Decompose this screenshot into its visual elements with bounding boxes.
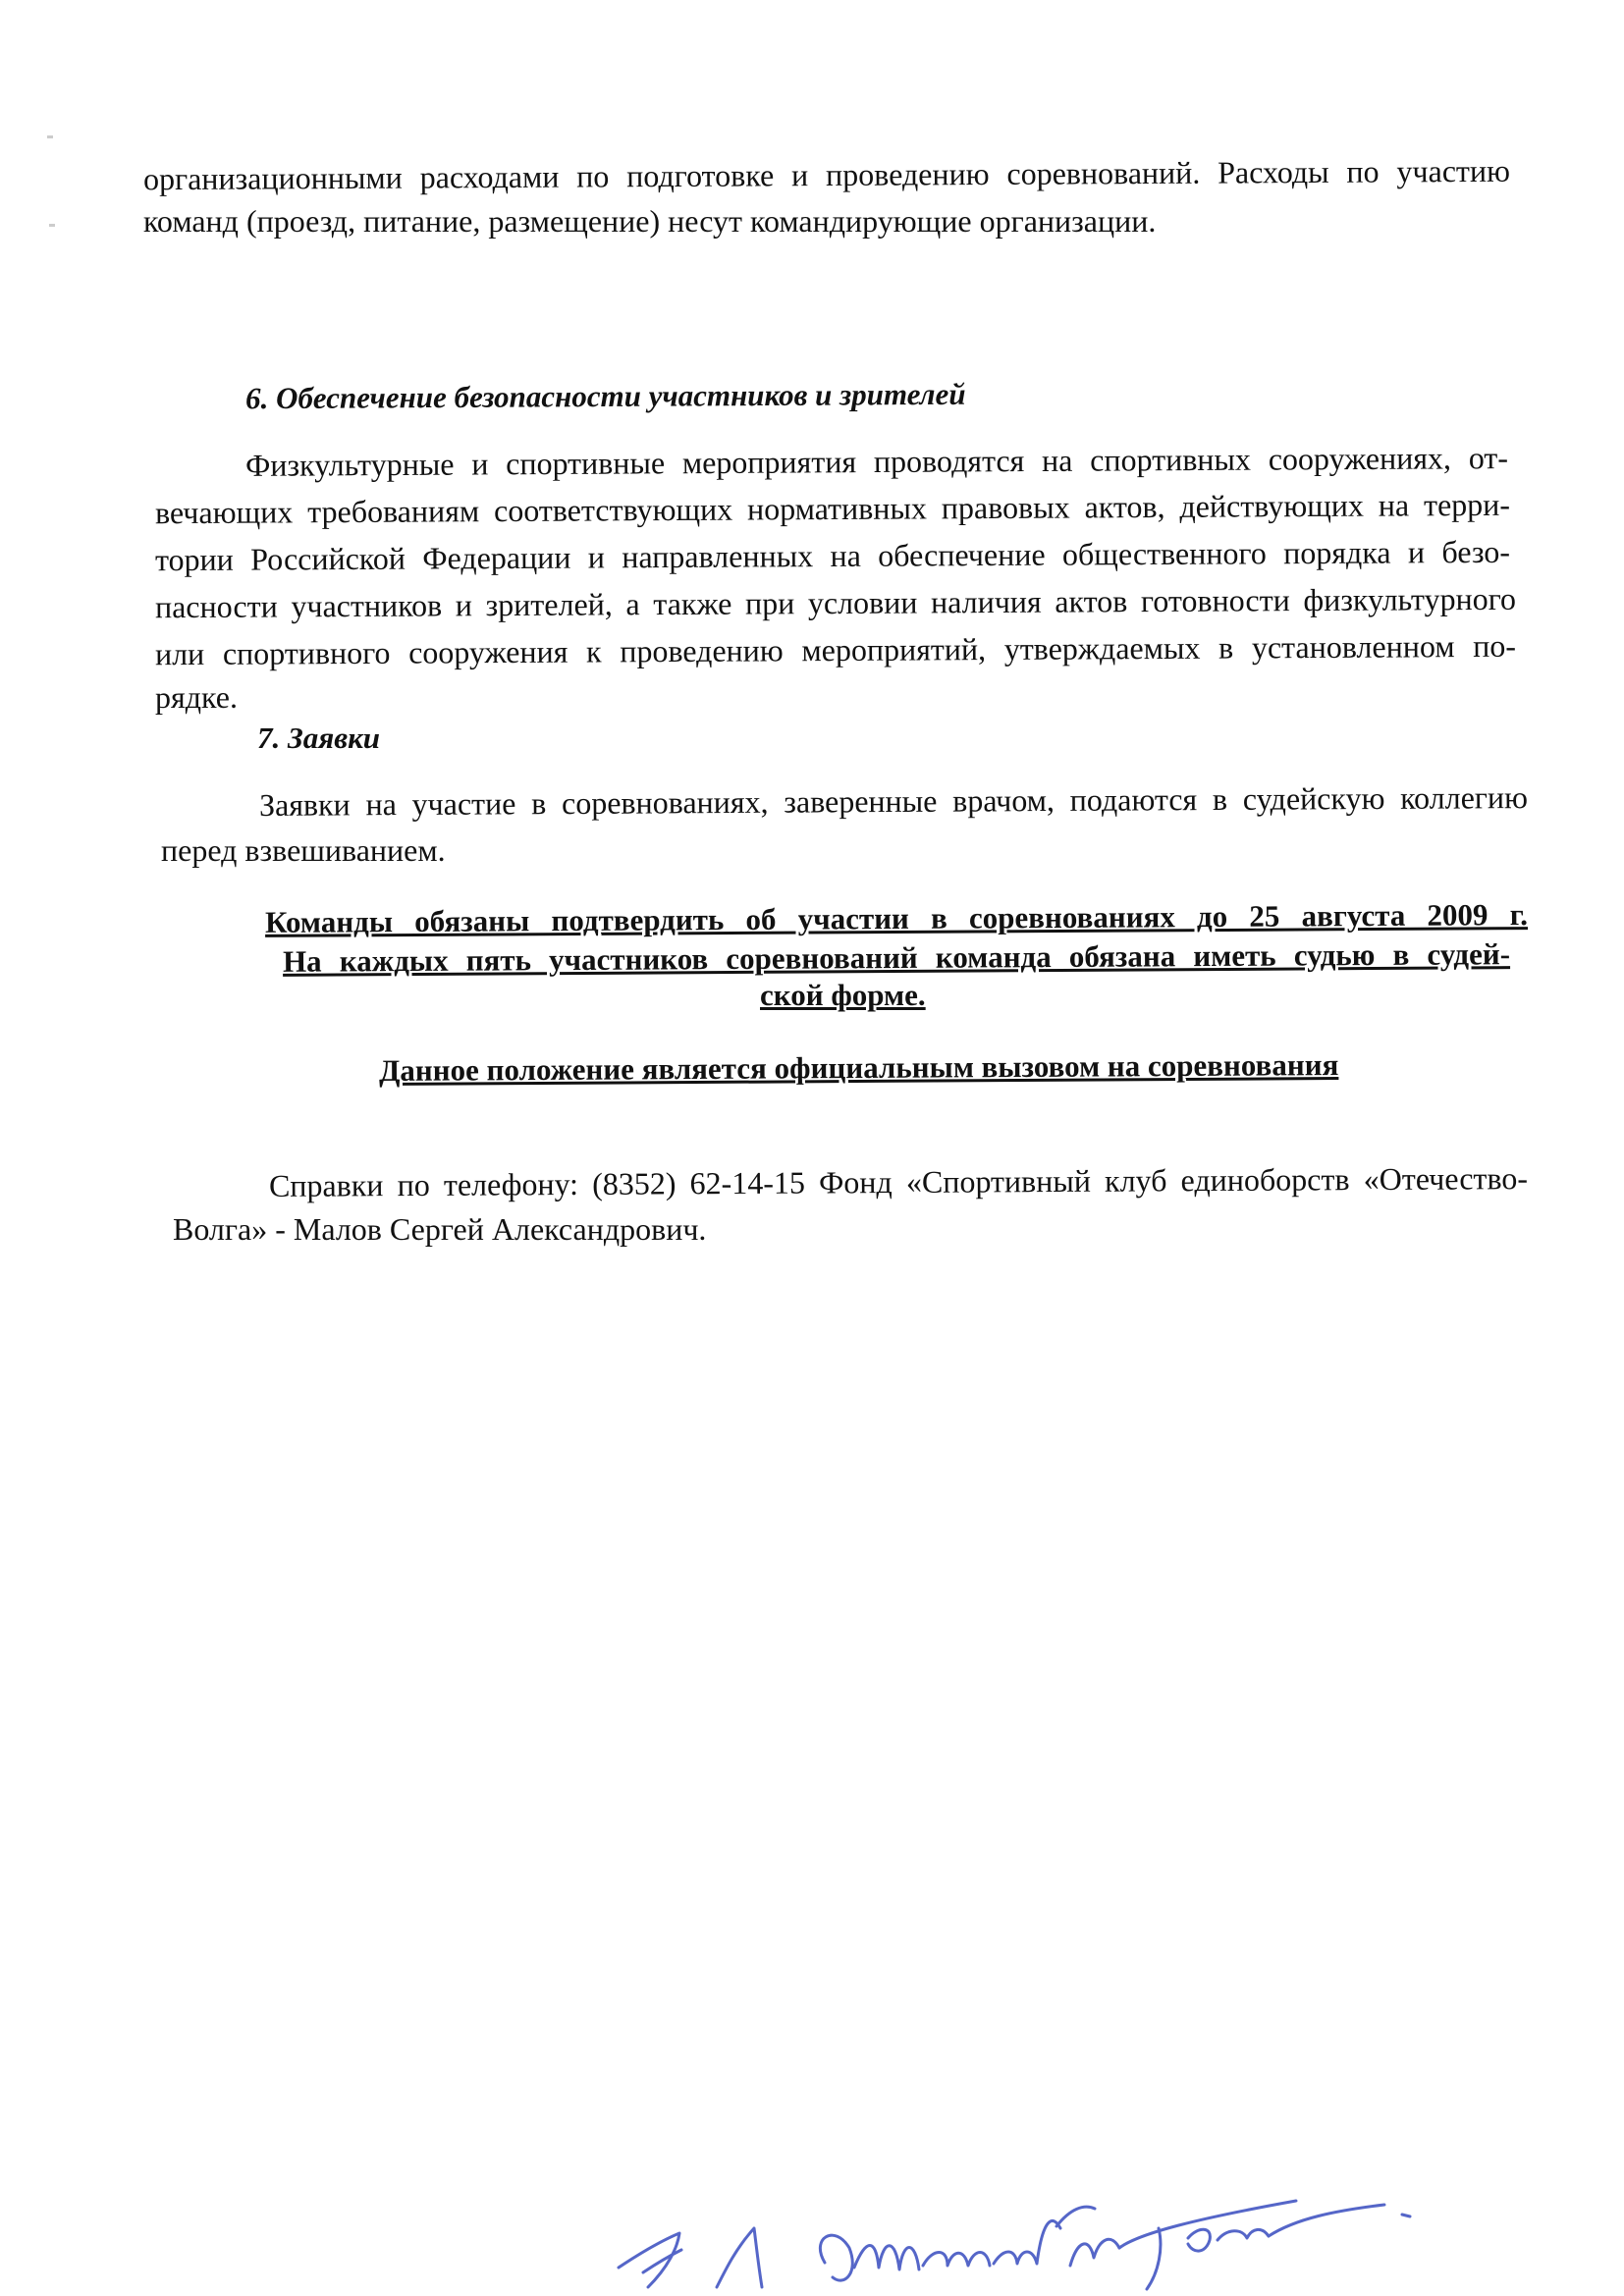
deadline-notice: Команды обязаны подтвердить об участии в соревнованиях до 25 августа 2009 г. (264, 897, 1529, 939)
section-heading: 7. Заявки (257, 721, 381, 755)
handwritten-signature (609, 2179, 1414, 2296)
paragraph-line: Физкультурные и спортивные мероприятия проводятся на спортивных сооружениях, от- (244, 440, 1509, 483)
paragraph-line: или спортивного сооружения к проведению мероприятий, утверждаемых в установленном по- (154, 627, 1517, 672)
paragraph-line: пасности участников и зрителей, а также при условии наличия актов готовности физкультурного (154, 580, 1517, 625)
paragraph-line: вечающих требованиям соответствующих нормативных правовых актов, действующих на терри- (154, 486, 1511, 531)
contact-line: Справки по телефону: (8352) 62-14-15 Фонд «Спортивный клуб единоборств «Отечество- (268, 1160, 1529, 1203)
paragraph-line: рядке. (155, 679, 238, 715)
paragraph-line: Заявки на участие в соревнованиях, заверенные врачом, подаются в судейскую коллегию (258, 779, 1529, 823)
paragraph-line: команд (проезд, питание, размещение) несут командирующие организации. (143, 203, 1157, 239)
judge-notice-end: ской форме. (760, 978, 926, 1012)
paragraph-line: перед взвешиванием. (161, 832, 446, 868)
paragraph-line: тории Российской Федерации и направленных на обеспечение общественного порядка и безо- (154, 533, 1511, 578)
judge-notice: На каждых пять участников соревнований команда обязана иметь судью в судей- (282, 936, 1511, 979)
section-heading: 6. Обеспечение безопасности участников и зрителей (244, 376, 966, 416)
scan-speck (49, 224, 55, 227)
contact-line: Волга» - Малов Сергей Александрович. (173, 1211, 707, 1247)
scan-speck (47, 135, 53, 138)
official-call-notice: Данное положение является официальным вызовом на соревнования (378, 1047, 1339, 1088)
paragraph-line: организационными расходами по подготовке и проведению соревнований. Расходы по участию (142, 152, 1511, 197)
